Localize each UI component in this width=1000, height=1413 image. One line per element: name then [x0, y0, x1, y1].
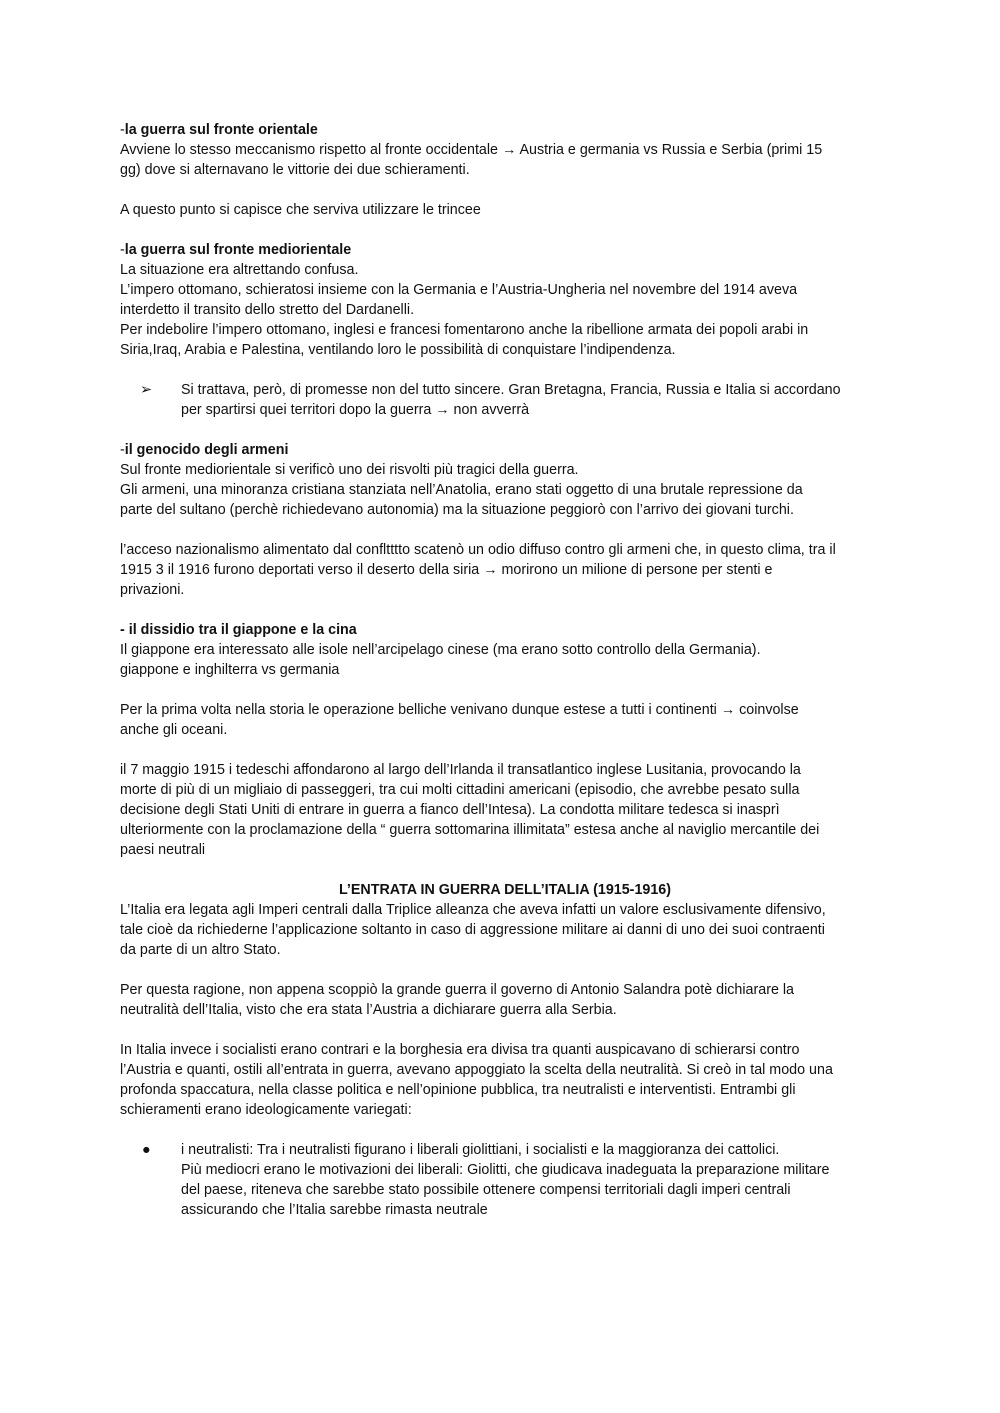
text-line: L’impero ottomano, schieratosi insieme con la Germania e l’Austria-Ungheria nel novembre del 1914 aveva — [120, 282, 798, 298]
dot-bullet-item — [120, 1140, 890, 1220]
text-line: tale cioè da richiederne l’applicazione soltanto in caso di aggressione militare ai danni di uno dei suoi contraenti — [120, 922, 825, 938]
arrow-bullet-item — [120, 380, 890, 420]
section-heading: - il dissidio tra il giappone e la cina — [120, 622, 357, 638]
text-line: da parte di un altro Stato. — [120, 942, 281, 958]
arrow-bullet-icon: ➢ — [140, 382, 152, 398]
text-line: Il giappone era interessato alle isole nell’arcipelago cinese (ma erano sotto controllo della Germania). — [120, 642, 761, 658]
section-heading: -la guerra sul fronte mediorientale — [120, 242, 352, 258]
text-line: neutralità dell’Italia, visto che era stata l’Austria a dichiarare guerra alla Serbia. — [120, 1002, 617, 1018]
text-line: per spartirsi quei territori dopo la guerra → non avverrà — [181, 402, 530, 418]
text-line: Per questa ragione, non appena scoppiò la grande guerra il governo di Antonio Salandra potè dichiarare la — [120, 982, 795, 998]
section-heading: -il genocido degli armeni — [120, 442, 289, 458]
text-line: Siria,Iraq, Arabia e Palestina, ventilando loro le possibilità di conquistare l’indipendenza. — [120, 342, 676, 358]
text-line: il 7 maggio 1915 i tedeschi affondarono al largo dell’Irlanda il transatlantico inglese Lusitania, provocando la — [120, 762, 801, 778]
text-line: Si trattava, però, di promesse non del tutto sincere. Gran Bretagna, Francia, Russia e Italia si accordano — [181, 382, 841, 398]
text-line: Sul fronte mediorientale si verificò uno dei risvolti più tragici della guerra. — [120, 462, 579, 478]
text-line: morte di più di un migliaio di passeggeri, tra cui molti cittadini americani (episodio, che avrebbe pesato sulla — [120, 782, 800, 798]
text-line: parte del sultano (perchè richiedevano autonomia) ma la situazione peggiorò con l’arrivo dei giovani turchi. — [120, 502, 794, 518]
text-line: interdetto il transito dello stretto del Dardanelli. — [120, 302, 415, 318]
text-line: 1915 3 il 1916 furono deportati verso il deserto della siria → morirono un milione di persone per stenti e — [120, 562, 773, 578]
text-line: A questo punto si capisce che serviva utilizzare le trincee — [120, 202, 481, 218]
dot-bullet-icon: ● — [142, 1142, 151, 1158]
text-line: L’Italia era legata agli Imperi centrali dalla Triplice alleanza che aveva infatti un valore esclusivamente difensivo, — [120, 902, 826, 918]
chapter-title: L’ENTRATA IN GUERRA DELL’ITALIA (1915-1916) — [338, 882, 672, 898]
text-line: Per la prima volta nella storia le operazione belliche venivano dunque estese a tutti i continenti → coinvolse — [120, 702, 799, 718]
text-line: Per indebolire l’impero ottomano, inglesi e francesi fomentarono anche la ribellione armata dei popoli arabi in — [120, 322, 809, 338]
text-line: privazioni. — [120, 582, 185, 598]
text-line: i neutralisti: Tra i neutralisti figurano i liberali giolittiani, i socialisti e la maggioranza dei cattolici. — [181, 1142, 780, 1158]
text-line: assicurando che l’Italia sarebbe rimasta neutrale — [181, 1202, 488, 1218]
text-line: del paese, riteneva che sarebbe stato possibile ottenere compensi territoriali dagli imperi centrali — [181, 1182, 791, 1198]
text-line: l’acceso nazionalismo alimentato dal confltttto scatenò un odio diffuso contro gli armeni che, in questo clima, tra il — [120, 542, 836, 558]
text-line: Gli armeni, una minoranza cristiana stanziata nell’Anatolia, erano stati oggetto di una brutale repressione da — [120, 482, 803, 498]
text-line: gg) dove si alternavano le vittorie dei due schieramenti. — [120, 162, 470, 178]
heading-text: la guerra sul fronte mediorientale — [124, 242, 352, 258]
document-page — [120, 120, 890, 1220]
text-line: decisione degli Stati Uniti di entrare in guerra a fianco dell’Intesa). La condotta militare tedesca si inasprì — [120, 802, 780, 818]
section-heading: -la guerra sul fronte orientale — [120, 122, 318, 138]
text-line: anche gli oceani. — [120, 722, 228, 738]
heading-text: la guerra sul fronte orientale — [124, 122, 318, 138]
text-line: profonda spaccatura, nella classe politica e nell’opinione pubblica, tra neutralisti e interventisti. Entrambi gli — [120, 1082, 796, 1098]
text-line: paesi neutrali — [120, 842, 206, 858]
text-line: l’Austria e quanti, ostili all’entrata in guerra, avevano appoggiato la scelta della neutralità. Si creò in tal modo una — [120, 1062, 833, 1078]
text-line: In Italia invece i socialisti erano contrari e la borghesia era divisa tra quanti auspicavano di schierarsi contro — [120, 1042, 800, 1058]
text-line: giappone e inghilterra vs germania — [120, 662, 340, 678]
text-line: Più mediocri erano le motivazioni dei liberali: Giolitti, che giudicava inadeguata la preparazione militare — [181, 1162, 830, 1178]
text-line: ulteriormente con la proclamazione della “ guerra sottomarina illimitata” estesa anche al naviglio mercantile dei — [120, 822, 820, 838]
text-line: Avviene lo stesso meccanismo rispetto al fronte occidentale → Austria e germania vs Russia e Serbia (primi 15 — [120, 142, 823, 158]
heading-text: il genocido degli armeni — [124, 442, 289, 458]
text-line: schieramenti erano ideologicamente variegati: — [120, 1102, 412, 1118]
text-line: La situazione era altrettando confusa. — [120, 262, 359, 278]
